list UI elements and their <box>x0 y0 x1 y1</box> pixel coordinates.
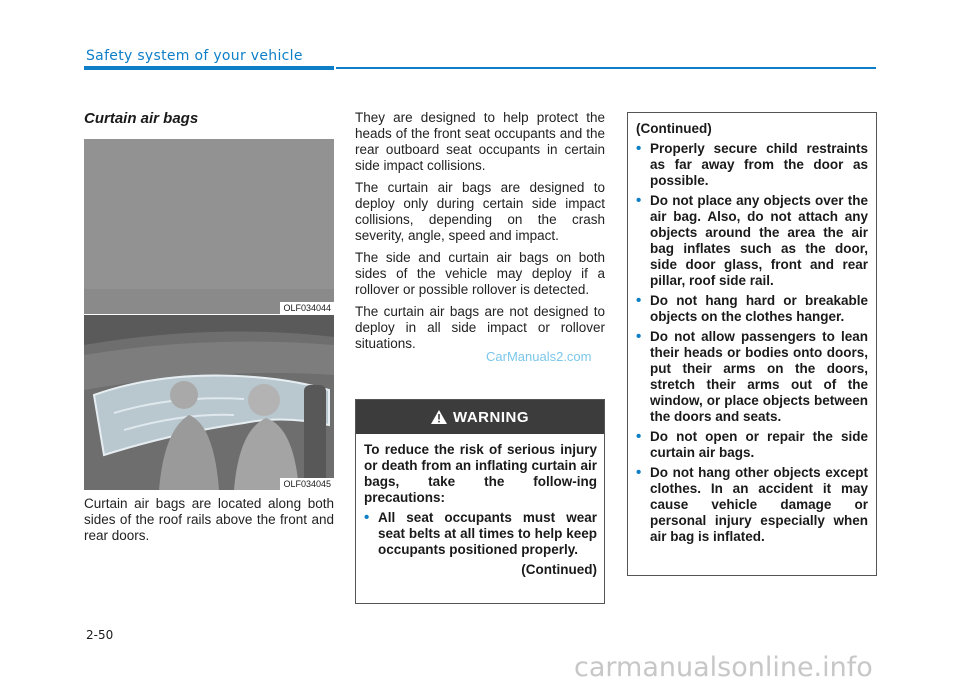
airbag-photo-top <box>84 139 334 314</box>
photo-label-bottom: OLF034045 <box>280 478 334 490</box>
curtain-airbag-illustration <box>84 315 334 490</box>
header-bar-right <box>336 67 876 69</box>
warning-intro: To reduce the risk of serious injury or death from an inflating curtain air bags, take the follow-ing precautions: <box>364 442 597 505</box>
warning-header <box>356 400 604 434</box>
middle-paragraph-1: They are designed to help protect the heads of the front seat occupants and the rear outboard seat occupants in certain side impact collisions. <box>355 110 605 173</box>
warning-heading: WARNING <box>453 408 529 426</box>
left-paragraph: Curtain air bags are located along both sides of the roof rails above the front and rear doors. <box>84 496 334 543</box>
header-bar-left <box>84 66 334 70</box>
continued-bullet-2: • Do not place any objects over the air bag. Also, do not attach any objects around the area the air bag inflates such as the door, side door glass, front and rear pillar, roof side rail. <box>636 193 868 289</box>
watermark-middle: CarManuals2.com <box>486 349 592 364</box>
photo-label-top: OLF034044 <box>280 302 334 314</box>
warning-triangle-icon <box>431 410 447 424</box>
continued-bullet-1: • Properly secure child restraints as far away from the door as possible. <box>636 141 868 189</box>
middle-paragraph-2: The curtain air bags are designed to deploy only during certain side impact collisions, depending on the crash severity, angle, speed and impact. <box>355 180 605 243</box>
continued-heading: (Continued) <box>636 121 712 136</box>
section-title: Curtain air bags <box>84 110 199 127</box>
middle-paragraph-3: The side and curtain air bags on both sides of the vehicle may deploy if a rollover or possible rollover is detected. <box>355 250 605 297</box>
continued-bullet-3: • Do not hang hard or breakable objects on the clothes hanger. <box>636 293 868 325</box>
warning-body <box>356 434 604 578</box>
warning-box <box>355 399 605 604</box>
continued-warning-box <box>627 112 877 576</box>
middle-column <box>355 110 605 358</box>
middle-paragraph-4: The curtain air bags are not designed to deploy in all side impact or rollover situations. <box>355 304 605 351</box>
warning-continued: (Continued) <box>521 562 597 577</box>
photo-placeholder-top <box>84 139 334 314</box>
section-header: Safety system of your vehicle <box>86 48 303 64</box>
page-number: 2-50 <box>86 628 114 642</box>
watermark-bottom: carmanualsonline.info <box>574 652 873 683</box>
warning-bullet-1: • All seat occupants must wear seat belts at all times to help keep occupants positioned properly. <box>364 510 597 558</box>
continued-bullet-5: • Do not open or repair the side curtain air bags. <box>636 429 868 461</box>
continued-bullet-4: • Do not allow passengers to lean their heads or bodies onto doors, put their arms on the doors, stretch their arms out of the window, or place objects between the doors and seats. <box>636 329 868 425</box>
airbag-photo-bottom <box>84 315 334 490</box>
continued-bullet-6: • Do not hang other objects except clothes. In an accident it may cause vehicle damage or personal injury especially when air bag is inflated. <box>636 465 868 545</box>
